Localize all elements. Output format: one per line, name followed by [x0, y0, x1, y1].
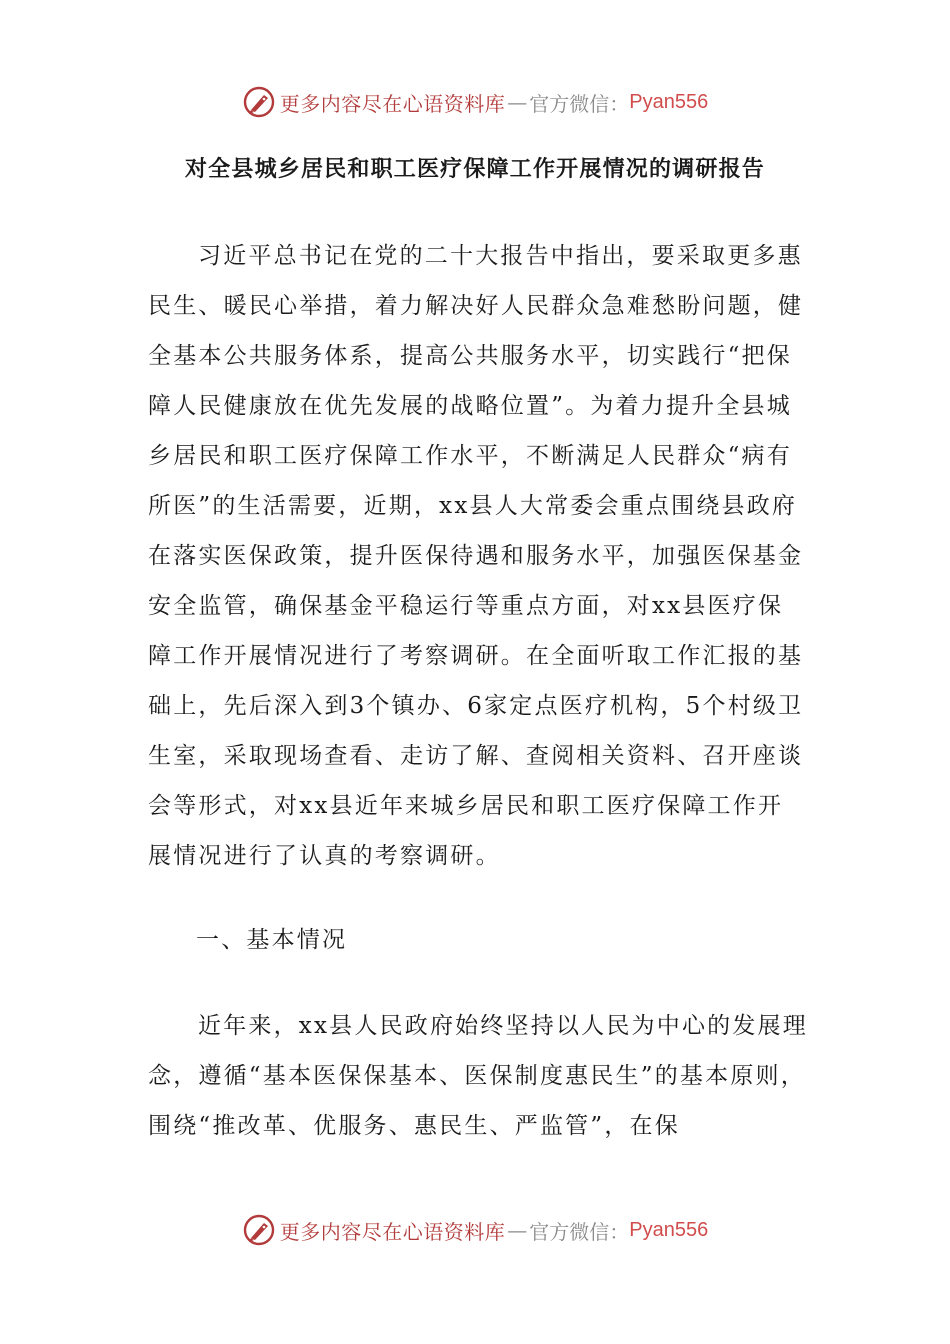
banner-separator: —: [507, 90, 528, 114]
section-heading-basic-situation: 一、基本情况: [196, 927, 348, 953]
body-paragraph-basic: 近年来，xx县人民政府始终坚持以人民为中心的发展理念，遵循“基本医保保基本、医保制度惠民生”的基本原则，围绕“推改革、优服务、惠民生、严监管”，在保: [148, 1013, 808, 1139]
footer-watermark-banner: [0, 1208, 950, 1252]
wechat-id: Pyan556: [629, 1218, 709, 1241]
header-watermark-banner: [0, 80, 950, 124]
body-paragraph-intro: 习近平总书记在党的二十大报告中指出，要采取更多惠民生、暖民心举措，着力解决好人民群众急难愁盼问题，健全基本公共服务体系，提高公共服务水平，切实践行“把保障人民健康放在优先发展的战略位置”。为着力提升全县城乡居民和职工医疗保障工作水平，不断满足人民群众“病有所医”的生活需要，近期，xx县人大常委会重点围绕县政府在落实医保政策，提升医保待遇和服务水平，加强医保基金安全监管，确保基金平稳运行等重点方面，对xx县医疗保障工作开展情况进行了考察调研。在全面听取工作汇报的基础上，先后深入到3个镇办、6家定点医疗机构，5个村级卫生室，采取现场查看、走访了解、查阅相关资料、召开座谈会等形式，对xx县近年来城乡居民和职工医疗保障工作开展情况进行了认真的考察调研。: [148, 243, 804, 869]
wechat-label: 官方微信：: [529, 1219, 630, 1244]
promo-text: 更多内容尽在心语资料库: [279, 1219, 506, 1244]
wechat-id: Pyan556: [629, 90, 709, 113]
banner-separator: —: [507, 1218, 528, 1242]
pen-nib-logo-icon: [242, 85, 276, 119]
wechat-label: 官方微信：: [529, 91, 630, 116]
pen-nib-logo-icon: [242, 1213, 276, 1247]
promo-text: 更多内容尽在心语资料库: [279, 91, 506, 116]
document-title: 对全县城乡居民和职工医疗保障工作开展情况的调研报告: [184, 157, 765, 182]
